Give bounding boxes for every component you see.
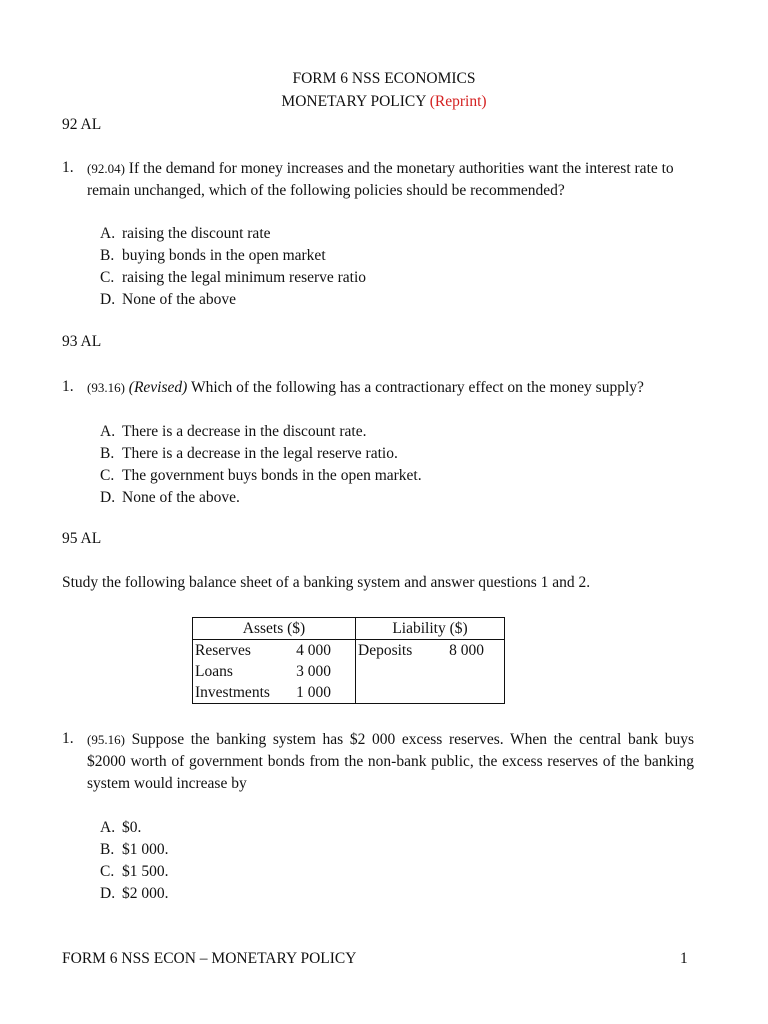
- section-label-93al: 93 AL: [62, 333, 102, 350]
- table-row: [193, 661, 505, 682]
- balance-sheet-intro: Study the following balance sheet of a banking system and answer questions 1 and 2.: [62, 574, 591, 591]
- asset-name: Reserves: [195, 641, 251, 659]
- asset-cell: [193, 682, 356, 704]
- option-letter: A.: [100, 423, 116, 440]
- option-a: [100, 817, 141, 839]
- option-letter: C.: [100, 467, 115, 484]
- question-body: Suppose the banking system has $2 000 excess reserves. When the central bank buys $2000 worth of government bonds from the non-bank public, the excess reserves of the banking system would increase by: [87, 731, 695, 792]
- option-text: The government buys bonds in the open market.: [122, 467, 422, 484]
- asset-name: Investments: [195, 683, 270, 701]
- asset-cell: [193, 640, 356, 662]
- option-text: None of the above: [122, 291, 237, 308]
- option-text: $1 500.: [122, 863, 169, 880]
- liability-header: Liability ($): [356, 618, 505, 640]
- revised-note: (Revised): [128, 379, 188, 396]
- question-ref: (95.16): [87, 732, 125, 747]
- asset-value: 4 000: [296, 641, 331, 659]
- option-text: $2 000.: [122, 885, 169, 902]
- option-c: [100, 267, 366, 289]
- balance-sheet-table: [192, 617, 505, 704]
- document-title: [0, 70, 768, 88]
- liability-cell: [356, 640, 505, 662]
- option-letter: D.: [100, 291, 116, 308]
- section-label-92al: 92 AL: [62, 116, 102, 133]
- asset-cell: [193, 661, 356, 682]
- option-letter: B.: [100, 247, 115, 264]
- subtitle-text: MONETARY POLICY: [281, 93, 426, 110]
- option-letter: B.: [100, 445, 115, 462]
- option-c: [100, 861, 169, 883]
- option-letter: D.: [100, 885, 116, 902]
- option-letter: B.: [100, 841, 115, 858]
- question-text-92-04: [87, 158, 694, 202]
- question-number: 1.: [62, 378, 74, 395]
- document-subtitle: [0, 93, 768, 111]
- section-label-95al: 95 AL: [62, 530, 102, 547]
- option-b: [100, 245, 326, 267]
- option-a: [100, 421, 366, 443]
- question-ref: (92.04): [87, 161, 125, 176]
- option-b: [100, 443, 398, 465]
- liability-cell: [356, 661, 505, 682]
- question-number: 1.: [62, 730, 74, 747]
- liability-cell: [356, 682, 505, 704]
- option-c: [100, 465, 422, 487]
- option-letter: A.: [100, 225, 116, 242]
- option-d: [100, 487, 240, 509]
- liability-name: Deposits: [358, 641, 413, 659]
- option-text: There is a decrease in the discount rate.: [122, 423, 367, 440]
- question-ref: (93.16): [87, 380, 125, 395]
- option-text: $0.: [122, 819, 142, 836]
- question-body: If the demand for money increases and the monetary authorities want the interest rate to remain unchanged, which of the following policies should be recommended?: [87, 160, 674, 199]
- option-text: $1 000.: [122, 841, 169, 858]
- option-text: raising the legal minimum reserve ratio: [122, 269, 367, 286]
- option-text: There is a decrease in the legal reserve ratio.: [122, 445, 398, 462]
- option-b: [100, 839, 169, 861]
- option-d: [100, 883, 169, 905]
- question-text-93-16: [87, 377, 694, 399]
- option-a: [100, 223, 271, 245]
- question-body: Which of the following has a contractionary effect on the money supply?: [190, 379, 644, 396]
- page-number: 1: [680, 950, 688, 967]
- table-row: [193, 682, 505, 704]
- option-text: None of the above.: [122, 489, 240, 506]
- option-letter: C.: [100, 863, 115, 880]
- table-header-row: [193, 618, 505, 640]
- asset-name: Loans: [195, 662, 233, 680]
- option-letter: D.: [100, 489, 116, 506]
- option-letter: A.: [100, 819, 116, 836]
- footer-title: FORM 6 NSS ECON – MONETARY POLICY: [62, 950, 357, 967]
- assets-header: Assets ($): [193, 618, 356, 640]
- table-row: [193, 640, 505, 662]
- reprint-note: (Reprint): [429, 93, 487, 110]
- option-letter: C.: [100, 269, 115, 286]
- option-d: [100, 289, 236, 311]
- title-text: FORM 6 NSS ECONOMICS: [292, 70, 476, 87]
- option-text: raising the discount rate: [122, 225, 271, 242]
- asset-value: 3 000: [296, 662, 331, 680]
- question-number: 1.: [62, 159, 74, 176]
- question-text-95-16: [87, 729, 694, 795]
- option-text: buying bonds in the open market: [122, 247, 326, 264]
- liability-value: 8 000: [449, 641, 484, 659]
- asset-value: 1 000: [296, 683, 331, 701]
